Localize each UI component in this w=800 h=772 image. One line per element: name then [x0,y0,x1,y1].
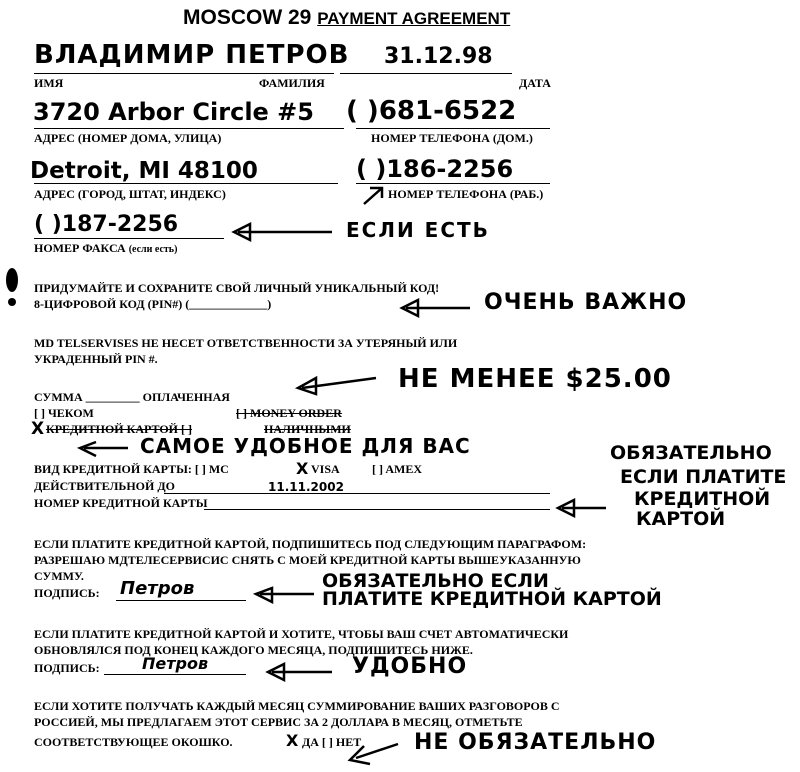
work-phone-arrow [360,182,390,208]
signature-label: ПОДПИСЬ: [34,586,100,600]
home-phone-value: ( )681-6522 [346,96,517,126]
home-phone-label: НОМЕР ТЕЛЕФОНА (ДОМ.) [371,131,533,145]
valid-until-label: ДЕЙСТВИТЕЛЬНОЙ ДО [34,479,175,493]
summary-line-3: СООТВЕТСТВУЮЩЕЕ ОКОШКО. [34,735,233,749]
date-value: 31.12.98 [384,44,493,69]
note-mandatory-card-3: КРЕДИТНОЙ [634,488,771,510]
signature-arrow [250,586,320,606]
home-phone-line [356,128,550,129]
form-title-sub: PAYMENT AGREEMENT [317,9,511,28]
address-value: 3720 Arbor Circle #5 [33,98,314,126]
disclaimer-line-1: MD TELSERVISES НЕ НЕСЕТ ОТВЕТСТВЕННОСТИ ЗА УТЕРЯНЫЙ ИЛИ [34,336,458,350]
valid-until-value: 11.11.2002 [268,480,344,494]
exclamation-icon [4,266,20,310]
name-value: ВЛАДИМИР ПЕТРОВ [34,40,350,70]
fax-label [34,241,177,257]
cash-option: НАЛИЧНЫМИ [264,422,351,436]
city-value: Detroit, MI 48100 [30,158,258,184]
fax-label-small: (если есть) [128,244,178,255]
date-label: ДАТА [519,76,551,90]
card-arrow [74,440,134,460]
work-phone-label: НОМЕР ТЕЛЕФОНА (РАБ.) [388,187,544,201]
auto-renew-line-2: ОБНОВЛЯЛСЯ ПОД КОНЕЦ КАЖДОГО МЕСЯЦА, ПОДПИШИТЕСЬ НИЖЕ. [34,643,473,657]
city-label: АДРЕС (ГОРОД, ШТАТ, ИНДЕКС) [34,187,226,201]
note-mandatory-card-4: КАРТОЙ [636,508,726,530]
signature-paragraph-line-2: РАЗРЕШАЮ МДТЕЛЕСЕРВИСИС СНЯТЬ С МОЕЙ КРЕДИТНОЙ КАРТЫ ВЫШЕУКАЗАННУЮ [34,553,581,567]
yes-check-mark: X [286,731,299,750]
pin-code-field: 8-ЦИФРОВОЙ КОД (PIN#) (_____________) [34,297,272,311]
valid-until-line [164,493,550,494]
note-mandatory-sign-2: ПЛАТИТЕ КРЕДИТНОЙ КАРТОЙ [322,588,662,610]
auto-renew-signature-value: Петров [142,654,209,673]
note-convenient: УДОБНО [352,654,468,679]
fax-value: ( )187-2256 [34,212,179,237]
work-phone-value: ( )186-2256 [356,155,514,183]
note-mandatory-card-2: ЕСЛИ ПЛАТИТЕ [620,466,787,488]
card-number-label: НОМЕР КРЕДИТНОЙ КАРТЫ [34,496,208,510]
note-optional: НЕ ОБЯЗАТЕЛЬНО [414,730,657,755]
city-line [34,183,338,184]
pin-instruction: ПРИДУМАЙТЕ И СОХРАНИТЕ СВОЙ ЛИЧНЫЙ УНИКАЛЬНЫЙ КОД! [34,281,440,295]
name-label: ИМЯ [34,76,64,90]
signature-line [116,600,246,601]
signature-paragraph-line-1: ЕСЛИ ПЛАТИТЕ КРЕДИТНОЙ КАРТОЙ, ПОДПИШИТЕСЬ ПОД СЛЕДУЮЩИМ ПАРАГРАФОМ: [34,537,587,551]
card-check-mark: X [31,419,45,439]
auto-renew-signature-line [104,674,246,675]
fax-arrow [228,222,338,242]
note-mandatory-sign-1: ОБЯЗАТЕЛЬНО ЕСЛИ [322,570,549,592]
card-number-arrow [552,498,612,518]
address-label: АДРЕС (НОМЕР ДОМА, УЛИЦА) [34,131,222,145]
summary-line-1: ЕСЛИ ХОТИТЕ ПОЛУЧАТЬ КАЖДЫЙ МЕСЯЦ СУММИРОВАНИЕ ВАШИХ РАЗГОВОРОВ С [34,699,560,713]
signature-paragraph-line-3: СУММУ. [34,569,84,583]
amount-label: СУММА _________ ОПЛАЧЕННАЯ [34,390,230,404]
signature-value: Петров [120,578,195,599]
note-most-convenient: САМОЕ УДОБНОЕ ДЛЯ ВАС [140,434,471,458]
pin-arrow [396,298,476,318]
check-option: [ ] ЧЕКОМ [34,406,94,420]
card-number-line [204,509,550,510]
note-if-any: ЕСЛИ ЕСТЬ [346,218,490,242]
summary-line-2: РОССИЕЙ, МЫ ПРЕДЛАГАЕМ ЭТОТ СЕРВИС ЗА 2 ДОЛЛАРА В МЕСЯЦ, ОТМЕТЬТЕ [34,715,523,729]
card-option: КРЕДИТНОЙ КАРТОЙ [ ] [46,422,192,436]
auto-renew-line-1: ЕСЛИ ПЛАТИТЕ КРЕДИТНОЙ КАРТОЙ И ХОТИТЕ, ЧТОБЫ ВАШ СЧЕТ АВТОМАТИЧЕСКИ [34,627,569,641]
auto-renew-arrow [262,662,338,682]
form-title-main: MOSCOW 29 [183,6,312,29]
yes-no-options: ДА [ ] НЕТ [302,735,362,749]
note-not-less: НЕ МЕНЕЕ $25.00 [398,364,672,394]
address-line [34,128,344,129]
visa-check-mark: X [296,459,309,478]
auto-renew-signature-label: ПОДПИСЬ: [34,661,100,675]
money-order-option: [ ] MONEY ORDER [236,406,342,420]
amount-arrow [292,372,382,396]
note-mandatory-card-1: ОБЯЗАТЕЛЬНО [610,442,772,464]
form-title [183,6,510,30]
summary-arrow [344,738,404,768]
amex-option: [ ] AMEX [372,462,422,476]
visa-option: VISA [311,462,340,476]
fax-line [34,238,224,239]
surname-label: ФАМИЛИЯ [259,76,325,90]
fax-label-main: НОМЕР ФАКСА [34,241,126,255]
name-line [34,73,334,74]
note-very-important: ОЧЕНЬ ВАЖНО [484,290,688,315]
card-type-label: ВИД КРЕДИТНОЙ КАРТЫ: [ ] МС [34,462,229,476]
disclaimer-line-2: УКРАДЕННЫЙ PIN #. [34,352,158,366]
date-line [340,73,512,74]
